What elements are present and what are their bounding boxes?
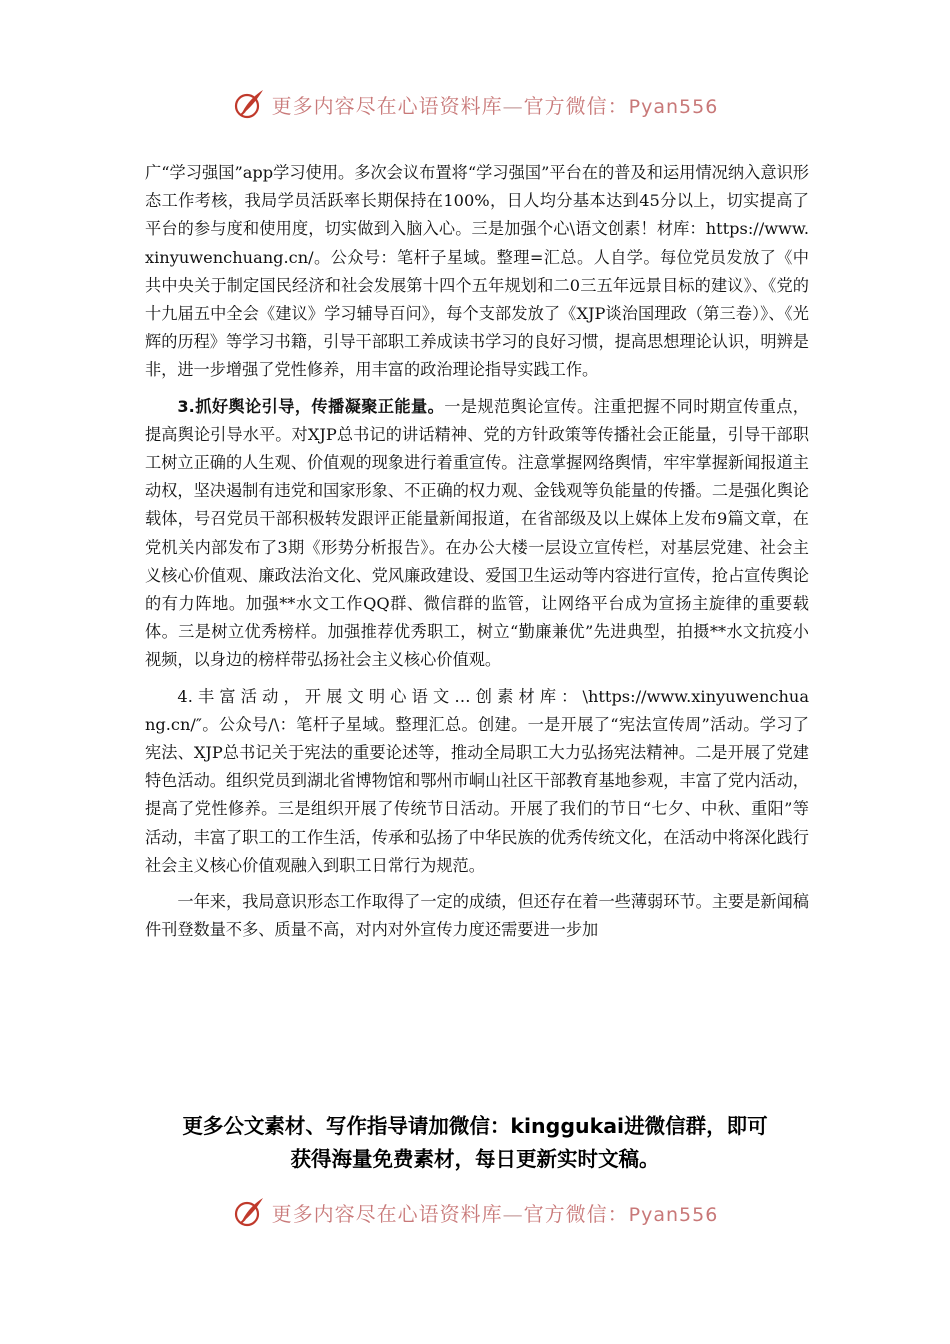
footer-banner-label: 官方微信：	[523, 1201, 629, 1226]
paragraph-4: 一年来，我局意识形态工作取得了一定的成绩，但还存在着一些薄弱环节。主要是新闻稿件刊登数量不多、质量不高，对内对外宣传力度还需要进一步加	[145, 892, 809, 940]
paragraph-1: 广“学习强国”app学习使用。多次会议布置将“学习强国”平台在的普及和运用情况纳入意识形态工作考核，我局学员活跃率长期保持在100%，日人均分基本达到45分以上，切实提高了平台的参与度和使用度，切实做到入脑入心。三是加强个心\语文创素！材库：https://www.xinyuwenchuang.cn/。公众号：笔杆子星域。整理=汇总。人自学。每位党员发放了《中共中央关于制定国民经济和社会发展第十四个五年规划和二0三五年远景目标的建议》、《党的十九届五中全会《建议》学习辅导百问》，每个支部发放了《XJP谈治国理政（第三卷）》、《光辉的历程》等学习书籍，引导干部职工养成读书学习的良好习惯，提高思想理论认识，明辨是非，进一步增强了党性修养，用丰富的政治理论指导实践工作。	[145, 163, 809, 380]
quill-logo-icon	[232, 1195, 266, 1229]
header-banner	[0, 84, 950, 124]
header-banner-title: 更多内容尽在心语资料库	[271, 93, 503, 118]
paragraph-3: 4. 丰 富 活 动 ， 开 展 文 明 心 语 文 … 创 素 材 库 ： \https://www.xinyuwenchuang.cn/″。公众号/\：笔杆子星域。整理汇总。创建。一是开展了“宪法宣传周”活动。学习了宪法、XJP总书记关于宪法的重要论述等，推动全局职工大力弘扬宪法精神。二是开展了党建特色活动。组织党员到湖北省博物馆和鄂州市峒山社区干部教育基地参观，丰富了党内活动，提高了党性修养。三是组织开展了传统节日活动。开展了我们的节日“七夕、中秋、重阳”等活动，丰富了职工的工作生活，传承和弘扬了中华民族的优秀传统文化，在活动中将深化践行社会主义核心价值观融入到职工日常行为规范。	[145, 686, 809, 875]
header-banner-text	[272, 90, 719, 119]
header-banner-dash: —	[502, 93, 524, 118]
header-banner-wechat: Pyan556	[628, 95, 719, 118]
footer-banner-dash: —	[502, 1201, 524, 1226]
quill-logo-icon	[232, 87, 266, 121]
header-banner-label: 官方微信：	[523, 93, 629, 118]
promo-line-2: 获得海量免费素材，每日更新实时文稿。	[290, 1147, 660, 1171]
promo-block	[0, 1110, 950, 1176]
document-body	[145, 159, 809, 944]
footer-banner-title: 更多内容尽在心语资料库	[271, 1201, 503, 1226]
paragraph-2	[145, 393, 809, 675]
paragraph-2-heading: 3.抓好舆论引导，传播凝聚正能量。	[177, 396, 445, 416]
footer-banner-wechat: Pyan556	[628, 1203, 719, 1226]
paragraph-2-text: 一是规范舆论宣传。注重把握不同时期宣传重点，提高舆论引导水平。对XJP总书记的讲话精神、党的方针政策等传播社会正能量，引导干部职工树立正确的人生观、价值观的现象进行着重宣传。注意掌握网络舆情，牢牢掌握新闻报道主动权，坚决遏制有违党和国家形象、不正确的权力观、金钱观等负能量的传播。二是强化舆论载体，号召党员干部积极转发跟评正能量新闻报道，在省部级及以上媒体上发布9篇文章，在党机关内部发布了3期《形势分析报告》。在办公大楼一层设立宣传栏，对基层党建、社会主义核心价值观、廉政法治文化、党风廉政建设、爱国卫生运动等内容进行宣传，抢占宣传舆论的有力阵地。加强**水文工作QQ群、微信群的监管，让网络平台成为宣扬主旋律的重要载体。三是树立优秀榜样。加强推荐优秀职工，树立“勤廉兼优”先进典型，拍摄**水文抗疫小视频，以身边的榜样带弘扬社会主义核心价值观。	[145, 396, 809, 670]
promo-line-1: 更多公文素材、写作指导请加微信：kinggukai进微信群，即可	[182, 1114, 768, 1138]
footer-banner-text	[272, 1198, 719, 1227]
footer-banner	[0, 1192, 950, 1232]
